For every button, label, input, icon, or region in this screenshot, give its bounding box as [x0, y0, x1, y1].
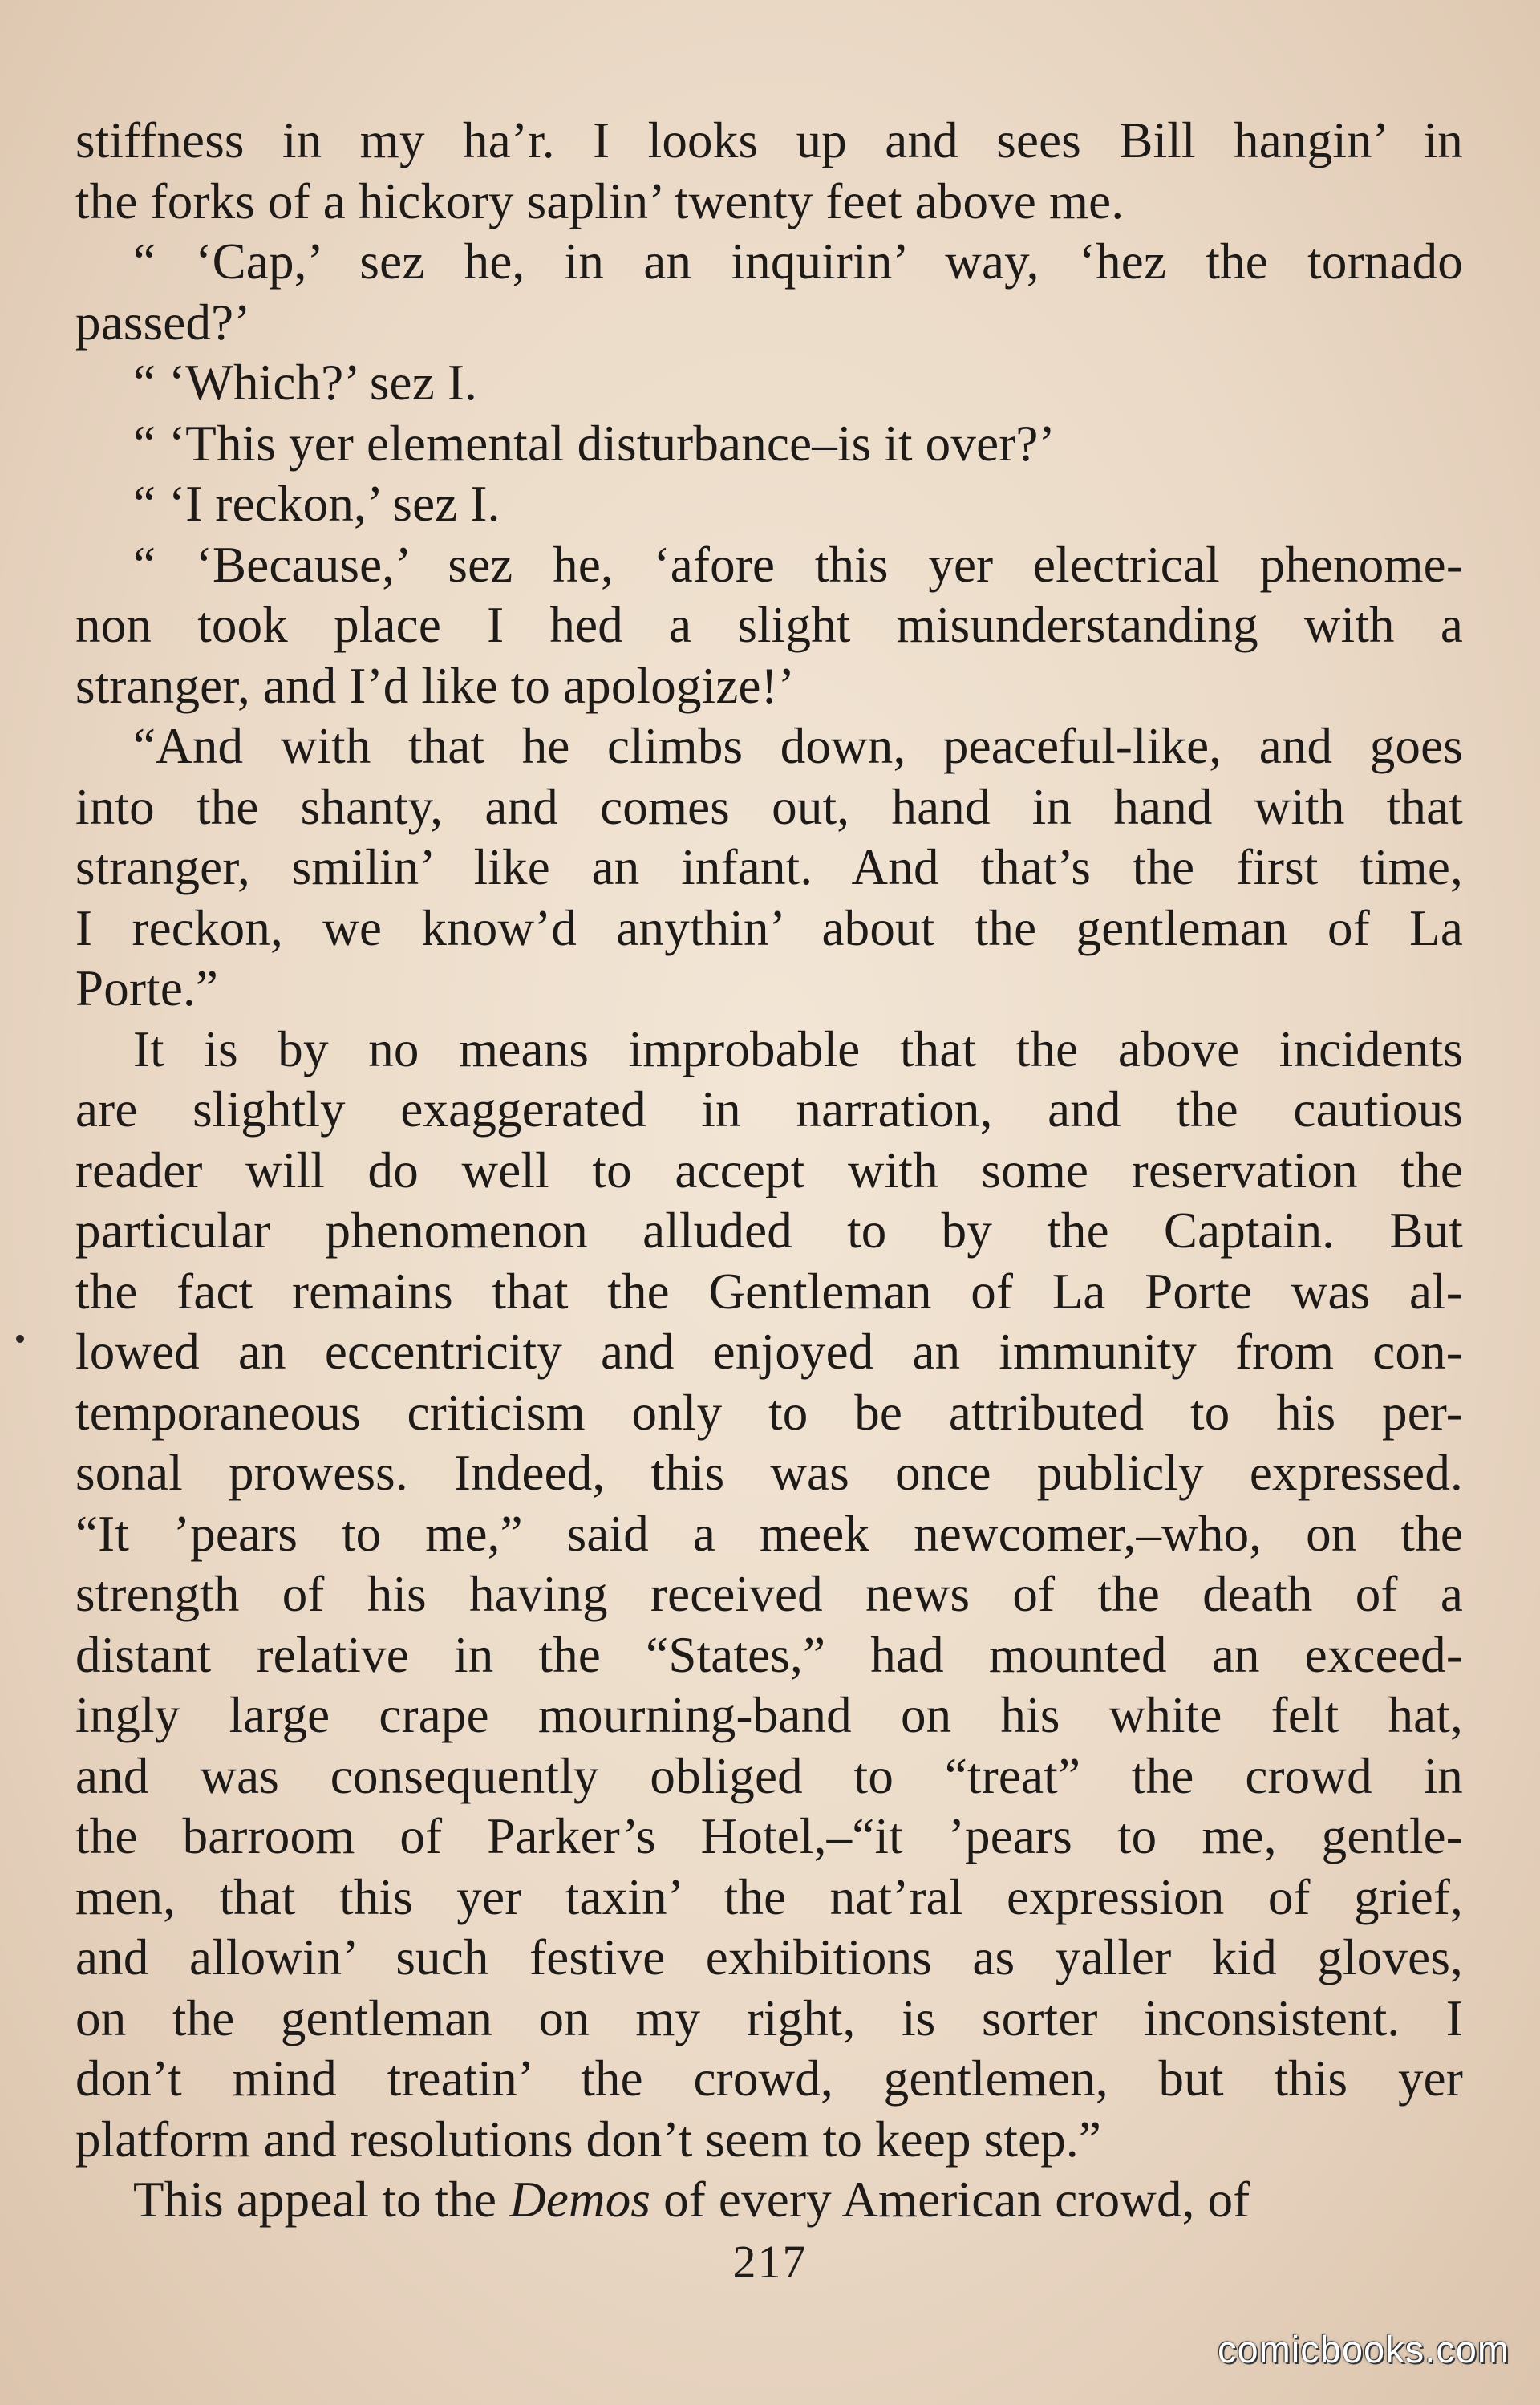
- final-line-italic: Demos: [509, 2172, 651, 2228]
- body-text: [75, 111, 1463, 2231]
- text-line: It is by no means improbable that the above incidents: [133, 1020, 1463, 1077]
- text-line: “ ‘Cap,’ sez he, in an inquirin’ way, ‘hez the tornado: [133, 233, 1463, 290]
- final-line-after: of every American crowd, of: [650, 2172, 1250, 2228]
- text-line: stranger, and I’d like to apologize!’: [75, 657, 796, 714]
- final-text-line: [75, 2170, 1463, 2231]
- text-line: into the shanty, and comes out, hand in hand with that: [75, 778, 1463, 835]
- text-line: “ ‘This yer elemental disturbance–is it over?’: [133, 415, 1056, 472]
- text-line: “ ‘Which?’ sez I.: [133, 355, 477, 411]
- text-line: sonal prowess. Indeed, this was once publicly expressed.: [75, 1445, 1463, 1501]
- text-line: and was consequently obliged to “treat” the crowd in: [75, 1747, 1463, 1804]
- text-line: reader will do well to accept with some reservation the: [75, 1142, 1463, 1198]
- text-line: stiffness in my ha’r. I looks up and sees Bill hangin’ in: [75, 112, 1463, 168]
- text-line: “It ’pears to me,” said a meek newcomer,–who, on the: [75, 1505, 1463, 1562]
- text-line: I reckon, we know’d anythin’ about the gentleman of La: [75, 899, 1463, 956]
- text-line: lowed an eccentricity and enjoyed an immunity from con-: [75, 1324, 1463, 1380]
- page-number: 217: [732, 2236, 808, 2288]
- text-line: don’t mind treatin’ the crowd, gentlemen, but this yer: [75, 2050, 1463, 2107]
- text-line: stranger, smilin’ like an infant. And that’s the first time,: [75, 839, 1463, 895]
- text-line: “ ‘I reckon,’ sez I.: [133, 476, 500, 532]
- final-line-before: This appeal to the: [133, 2172, 510, 2228]
- text-line: distant relative in the “States,” had mounted an exceed-: [75, 1626, 1463, 1683]
- text-line: on the gentleman on my right, is sorter inconsistent. I: [75, 1989, 1463, 2046]
- text-line: ingly large crape mourning-band on his white felt hat,: [75, 1687, 1463, 1743]
- text-line: passed?’: [75, 294, 251, 351]
- text-line: and allowin’ such festive exhibitions as yaller kid gloves,: [75, 1929, 1463, 1985]
- text-line: “ ‘Because,’ sez he, ‘afore this yer electrical phenome-: [133, 536, 1463, 593]
- text-line: strength of his having received news of the death of a: [75, 1566, 1463, 1622]
- text-line: the forks of a hickory saplin’ twenty feet above me.: [75, 172, 1125, 229]
- text-line: non took place I hed a slight misunderstanding with a: [75, 597, 1463, 653]
- watermark-logo: comicbooks.com: [1218, 2328, 1510, 2371]
- text-line: men, that this yer taxin’ the nat’ral expression of grief,: [75, 1868, 1463, 1925]
- margin-speck: [16, 1335, 24, 1343]
- text-line: the fact remains that the Gentleman of La Porte was al-: [75, 1263, 1463, 1320]
- text-line: are slightly exaggerated in narration, and the cautious: [75, 1081, 1463, 1138]
- text-line: platform and resolutions don’t seem to keep step.”: [75, 2111, 1102, 2168]
- text-line: the barroom of Parker’s Hotel,–“it ’pears to me, gentle-: [75, 1808, 1463, 1864]
- text-line: “And with that he climbs down, peaceful-like, and goes: [133, 718, 1463, 774]
- text-line: particular phenomenon alluded to by the Captain. But: [75, 1202, 1463, 1259]
- text-line: Porte.”: [75, 960, 219, 1016]
- text-line: temporaneous criticism only to be attributed to his per-: [75, 1384, 1463, 1441]
